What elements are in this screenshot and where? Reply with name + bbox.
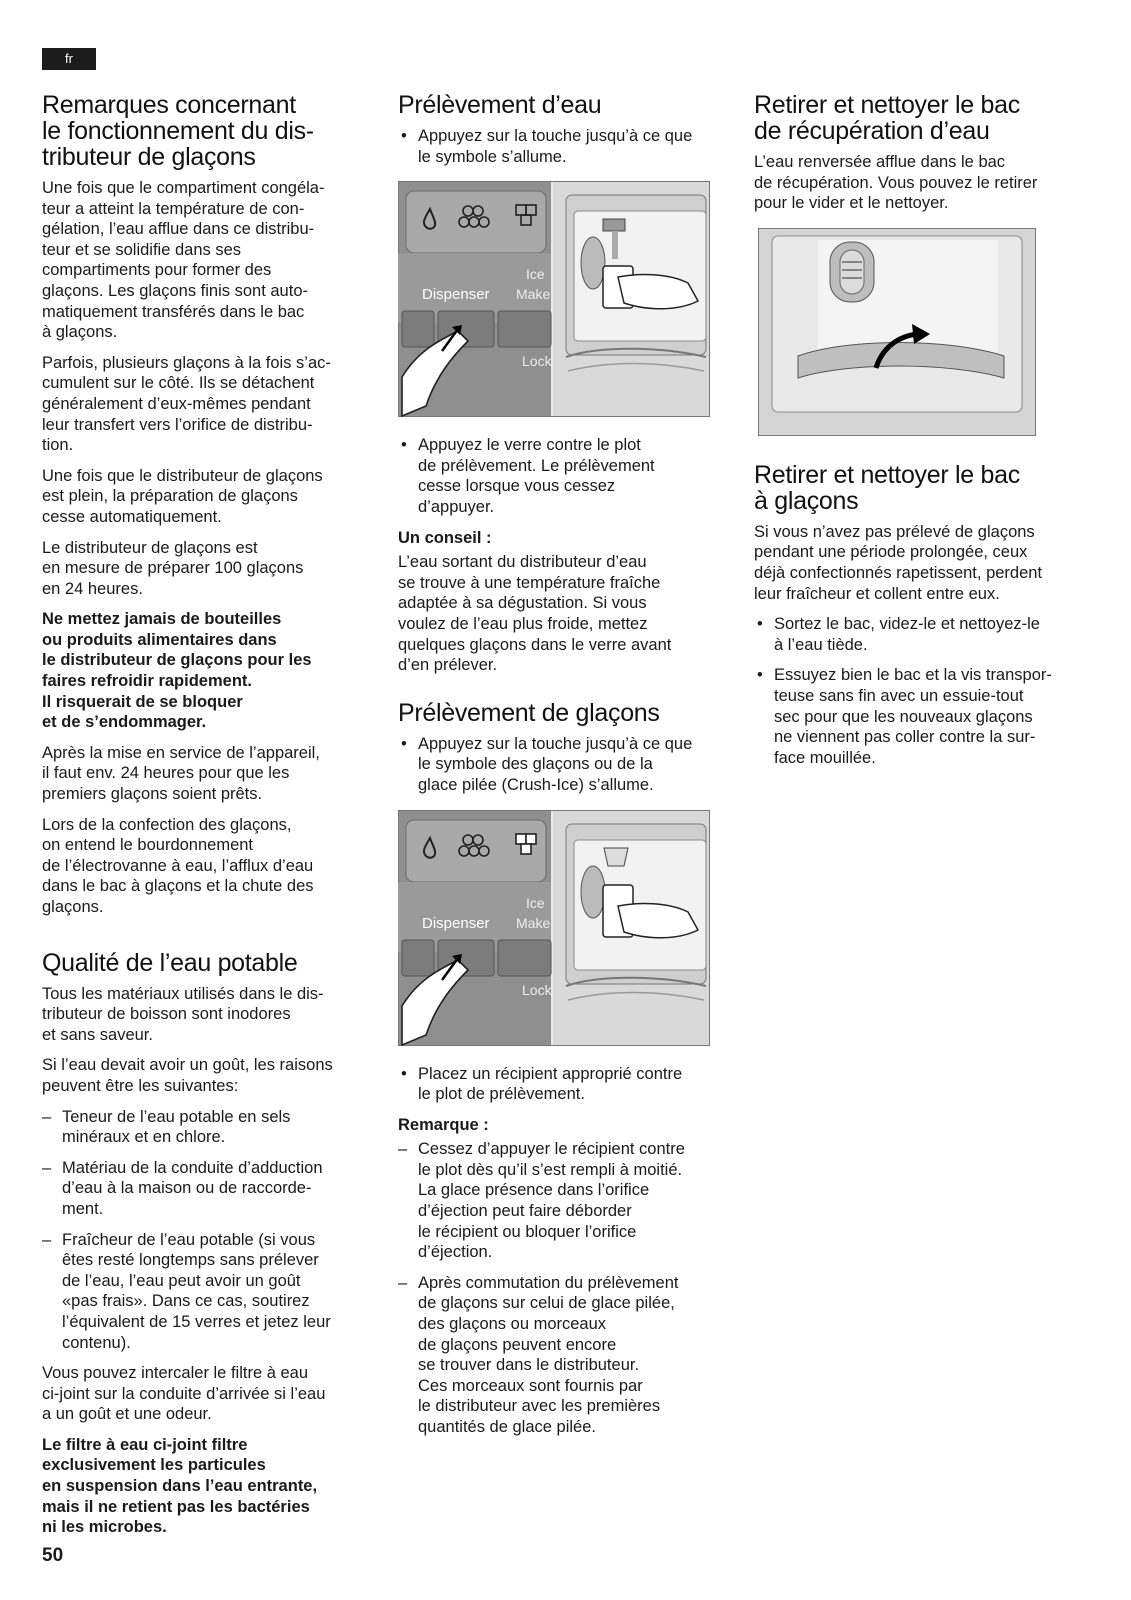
text-line: teuse sans fin avec un essuie-tout xyxy=(774,686,1024,705)
text-line: et sans saveur. xyxy=(42,1025,153,1044)
paragraph xyxy=(42,538,364,600)
text-line: Après la mise en service de l’appareil, xyxy=(42,743,320,762)
text-line: Si vous n’avez pas prélevé de glaçons xyxy=(754,522,1035,541)
text-line: cesse automatiquement. xyxy=(42,507,222,526)
text-line: contenu). xyxy=(62,1333,131,1352)
lock-label: Lock xyxy=(522,353,552,370)
text-line: exclusivement les particules xyxy=(42,1456,266,1475)
text-line: Sortez le bac, videz-le et nettoyez-le xyxy=(774,615,1040,634)
column-middle xyxy=(398,92,720,1448)
list-item xyxy=(42,1230,364,1354)
text-line: Appuyez le verre contre le plot xyxy=(418,436,641,455)
text-line: Essuyez bien le bac et la vis transpor- xyxy=(774,666,1052,685)
list-item xyxy=(398,126,720,167)
text-line: dans le bac à glaçons et la chute des xyxy=(42,877,314,896)
text-line: compartiments pour former des xyxy=(42,261,272,280)
text-line: le plot dès qu’il s’est rempli à moitié. xyxy=(418,1160,683,1179)
text-line: minéraux et en chlore. xyxy=(62,1128,226,1147)
text-line: se trouve à une température fraîche xyxy=(398,573,661,592)
maker-label: Make xyxy=(516,286,551,303)
list-item xyxy=(398,1139,720,1263)
text-line: adaptée à sa dégustation. Si vous xyxy=(398,594,647,613)
text-line: cumulent sur le côté. Ils se détachent xyxy=(42,374,315,393)
text-line: L’eau sortant du distributeur d’eau xyxy=(398,553,647,572)
text-line: Fraîcheur de l’eau potable (si vous xyxy=(62,1230,316,1249)
text-line: Cessez d’appuyer le récipient contre xyxy=(418,1140,685,1159)
text-line: généralement d’eux-mêmes pendant xyxy=(42,394,311,413)
text-line: de l’électrovanne à eau, l’afflux d’eau xyxy=(42,856,314,875)
text-line: Appuyez sur la touche jusqu’à ce que xyxy=(418,734,693,753)
text-line: l’équivalent de 15 verres et jetez leur xyxy=(62,1312,331,1331)
list-item xyxy=(398,435,720,517)
paragraph xyxy=(42,1363,364,1425)
warning-text xyxy=(42,609,364,733)
text-line: de récupération. Vous pouvez le retirer xyxy=(754,173,1038,192)
text-line: tributeur de glaçons xyxy=(42,143,256,171)
text-line: à glaçons xyxy=(754,486,859,515)
ice-label: Ice xyxy=(526,266,545,283)
text-line: quelques glaçons dans le verre avant xyxy=(398,635,672,654)
text-line: des glaçons ou morceaux xyxy=(418,1315,607,1334)
section-title-ice-dispenser xyxy=(42,92,364,170)
text-line: La glace présence dans l’orifice xyxy=(418,1181,650,1200)
text-line: Le filtre à eau ci-joint filtre xyxy=(42,1435,248,1454)
text-line: le symbole des glaçons ou de la xyxy=(418,755,653,774)
text-line: cesse lorsque vous cessez xyxy=(418,477,616,496)
text-line: leur transfert vers l’orifice de distribu- xyxy=(42,415,313,434)
text-line: de l’eau, l’eau peut avoir un goût xyxy=(62,1271,301,1290)
ice-dispenser-illustration xyxy=(398,810,710,1046)
text-line: d’appuyer. xyxy=(418,497,495,516)
bullet-list xyxy=(398,1064,720,1105)
text-line: on entend le bourdonnement xyxy=(42,836,254,855)
text-line: êtes resté longtemps sans prélever xyxy=(62,1251,319,1270)
paragraph xyxy=(42,1055,364,1096)
dash-list xyxy=(398,1139,720,1437)
dash-list xyxy=(42,1107,364,1354)
paragraph xyxy=(754,152,1079,214)
list-item xyxy=(754,614,1079,655)
text-line: voulez de l’eau plus froide, mettez xyxy=(398,614,648,633)
text-line: Prélèvement de glaçons xyxy=(398,698,660,727)
text-line: Une fois que le distributeur de glaçons xyxy=(42,466,323,485)
paragraph xyxy=(42,353,364,456)
paragraph xyxy=(42,178,364,343)
dispenser-label: Dispenser xyxy=(422,914,490,932)
list-item xyxy=(398,734,720,796)
text-line: face mouillée. xyxy=(774,748,876,767)
text-line: le distributeur de glaçons pour les xyxy=(42,651,312,670)
text-line: premiers glaçons soient prêts. xyxy=(42,785,263,804)
text-line: glaçons. xyxy=(42,898,104,916)
paragraph xyxy=(754,522,1079,604)
text-line: Le distributeur de glaçons est xyxy=(42,538,258,557)
text-line: le symbole s’allume. xyxy=(418,147,567,166)
text-line: quantités de glace pilée. xyxy=(418,1418,596,1436)
section-title-water-dispensing xyxy=(398,92,720,118)
text-line: Vous pouvez intercaler le filtre à eau xyxy=(42,1364,308,1383)
water-dispenser-illustration xyxy=(398,181,710,417)
text-line: le plot de prélèvement. xyxy=(418,1085,585,1104)
text-line: Après commutation du prélèvement xyxy=(418,1273,679,1292)
text-line: d’eau à la maison ou de raccorde- xyxy=(62,1179,312,1198)
text-line: d’éjection. xyxy=(418,1243,493,1262)
filter-note xyxy=(42,1435,364,1538)
text-line: Ces morceaux sont fournis par xyxy=(418,1376,643,1395)
column-left xyxy=(42,92,364,1548)
text-line: L’eau renversée afflue dans le bac xyxy=(754,153,1006,171)
text-line: se trouver dans le distributeur. xyxy=(418,1356,640,1375)
text-line: d’éjection peut faire déborder xyxy=(418,1202,632,1221)
bullet-list xyxy=(398,734,720,796)
text-line: Remarques concernant xyxy=(42,91,296,119)
text-line: peuvent être les suivantes: xyxy=(42,1076,239,1095)
text-line: et de s’endommager. xyxy=(42,713,207,732)
paragraph xyxy=(42,815,364,918)
text-line: Teneur de l’eau potable en sels xyxy=(62,1107,291,1126)
note-label: Remarque : xyxy=(398,1115,489,1134)
text-line: Si l’eau devait avoir un goût, les raisons xyxy=(42,1056,333,1075)
language-tab: fr xyxy=(42,48,96,70)
text-line: a un goût et une odeur. xyxy=(42,1405,212,1424)
text-line: Ne mettez jamais de bouteilles xyxy=(42,610,282,629)
text-line: de prélèvement. Le prélèvement xyxy=(418,456,655,475)
text-line: leur fraîcheur et collent entre eux. xyxy=(754,584,1000,603)
text-line: sec pour que les nouveaux glaçons xyxy=(774,707,1033,726)
text-line: le fonctionnement du dis- xyxy=(42,117,314,145)
text-line: tributeur de boisson sont inodores xyxy=(42,1005,291,1024)
text-line: est plein, la préparation de glaçons xyxy=(42,487,298,506)
column-right xyxy=(754,92,1079,778)
text-line: d’en prélever. xyxy=(398,656,498,675)
bullet-list xyxy=(398,435,720,517)
text-line: Lors de la confection des glaçons, xyxy=(42,815,292,834)
section-title-ice-dispensing xyxy=(398,700,720,726)
lock-label: Lock xyxy=(522,981,552,998)
text-line: de glaçons sur celui de glace pilée, xyxy=(418,1294,675,1313)
text-line: Matériau de la conduite d’adduction xyxy=(62,1158,323,1177)
text-line: Qualité de l’eau potable xyxy=(42,948,298,977)
text-line: à glaçons. xyxy=(42,323,118,342)
text-line: le récipient ou bloquer l’orifice xyxy=(418,1222,637,1241)
text-line: ou produits alimentaires dans xyxy=(42,630,277,649)
text-line: de récupération d’eau xyxy=(754,117,990,145)
text-line: gélation, l’eau afflue dans ce distribu- xyxy=(42,220,315,239)
text-line: pendant une période prolongée, ceux xyxy=(754,543,1028,562)
list-item xyxy=(42,1107,364,1148)
text-line: à l’eau tiède. xyxy=(774,635,868,654)
text-line: glace pilée (Crush-Ice) s’allume. xyxy=(418,775,654,794)
text-line: tion. xyxy=(42,436,74,455)
text-line: «pas frais». Dans ce cas, soutirez xyxy=(62,1292,310,1311)
text-line: en mesure de préparer 100 glaçons xyxy=(42,559,304,578)
list-item xyxy=(398,1273,720,1438)
dispenser-label: Dispenser xyxy=(422,286,490,304)
text-line: faires refroidir rapidement. xyxy=(42,672,252,691)
paragraph xyxy=(42,466,364,528)
text-line: de glaçons peuvent encore xyxy=(418,1335,617,1354)
list-item xyxy=(42,1158,364,1220)
tip-label: Un conseil : xyxy=(398,528,492,547)
text-line: ne viennent pas coller contre la sur- xyxy=(774,728,1036,747)
text-line: Prélèvement d’eau xyxy=(398,91,602,119)
text-line: teur et se solidifie dans ses xyxy=(42,240,242,259)
text-line: le distributeur avec les premières xyxy=(418,1397,661,1416)
text-line: ci-joint sur la conduite d’arrivée si l’eau xyxy=(42,1384,326,1403)
paragraph xyxy=(42,743,364,805)
paragraph xyxy=(398,552,720,676)
bullet-list xyxy=(398,126,720,167)
text-line: teur a atteint la température de con- xyxy=(42,199,305,218)
list-item xyxy=(754,665,1079,768)
text-line: Tous les matériaux utilisés dans le dis- xyxy=(42,984,324,1003)
text-line: matiquement transférés dans le bac xyxy=(42,302,305,321)
text-line: Parfois, plusieurs glaçons à la fois s’ac- xyxy=(42,353,331,372)
list-item xyxy=(398,1064,720,1105)
drip-tray-illustration xyxy=(758,228,1036,436)
section-title-ice-bin xyxy=(754,462,1079,514)
text-line: Placez un récipient approprié contre xyxy=(418,1064,683,1083)
text-line: Une fois que le compartiment congéla- xyxy=(42,179,325,197)
section-title-drip-tray xyxy=(754,92,1079,144)
text-line: déjà confectionnés rapetissent, perdent xyxy=(754,563,1043,582)
text-line: il faut env. 24 heures pour que les xyxy=(42,764,290,783)
bullet-list xyxy=(754,614,1079,768)
paragraph xyxy=(42,984,364,1046)
text-line: en suspension dans l’eau entrante, xyxy=(42,1477,318,1496)
section-title-water-quality xyxy=(42,950,364,976)
text-line: Retirer et nettoyer le bac xyxy=(754,460,1020,489)
text-line: pour le vider et le nettoyer. xyxy=(754,194,949,213)
text-line: Appuyez sur la touche jusqu’à ce que xyxy=(418,127,693,145)
text-line: en 24 heures. xyxy=(42,579,143,598)
ice-label: Ice xyxy=(526,894,545,911)
maker-label: Make xyxy=(516,914,551,931)
text-line: mais il ne retient pas les bactéries xyxy=(42,1497,310,1516)
text-line: glaçons. Les glaçons finis sont auto- xyxy=(42,281,308,300)
text-line: Il risquerait de se bloquer xyxy=(42,692,243,711)
text-line: ment. xyxy=(62,1199,104,1218)
page-number: 50 xyxy=(42,1545,64,1566)
text-line: ni les microbes. xyxy=(42,1518,167,1537)
text-line: Retirer et nettoyer le bac xyxy=(754,91,1020,119)
